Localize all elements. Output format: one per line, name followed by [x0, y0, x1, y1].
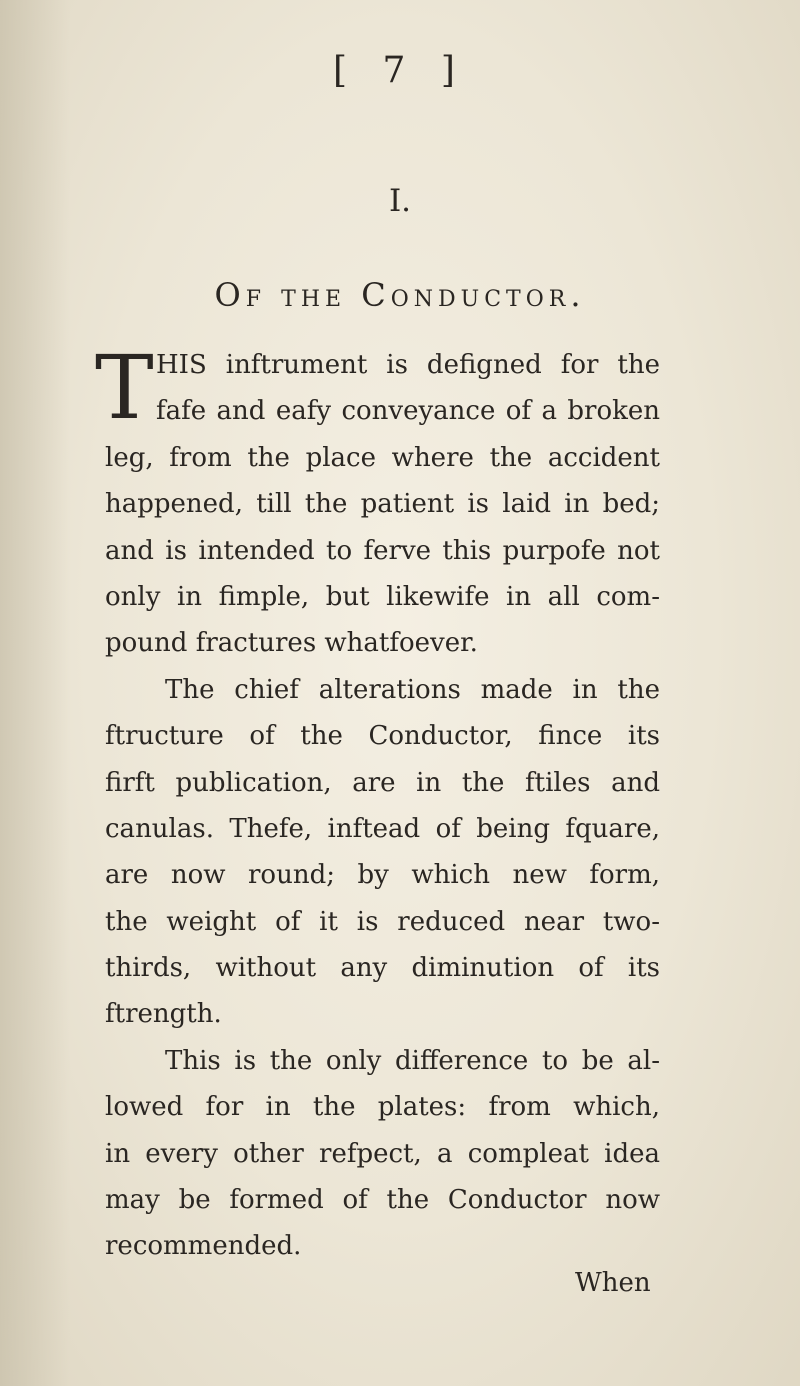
catchword: When: [575, 1268, 651, 1298]
text-line: are now round; by which new form,: [105, 860, 660, 891]
text-line: thirds, without any diminution of its: [105, 953, 660, 984]
section-title: Of the Conductor.: [214, 276, 586, 314]
text-line: leg, from the place where the accident: [105, 442, 660, 473]
text-line: the weight of it is reduced near two-: [105, 906, 660, 937]
text-line: This is the only difference to be al-: [165, 1045, 660, 1076]
drop-cap: T: [95, 336, 154, 439]
text-line: ftructure of the Conductor, fince its: [105, 721, 660, 752]
text-line: happened, till the patient is laid in bed;: [105, 489, 660, 520]
text-line: HIS inftrument is defigned for the: [156, 350, 660, 380]
text-line: canulas. Thefe, inftead of being fquare,: [105, 813, 660, 844]
text-line: pound fractures whatfoever.: [105, 628, 478, 659]
body-text: [95, 336, 660, 1270]
text-line: only in fimple, but likewife in all com-: [105, 581, 660, 612]
text-line: lowed for in the plates: from which,: [105, 1092, 660, 1123]
text-line: firft publication, are in the ftiles and: [105, 767, 660, 798]
text-line: in every other refpect, a compleat idea: [105, 1138, 660, 1169]
text-line: and is intended to ferve this purpofe not: [105, 535, 660, 566]
text-line: may be formed of the Conductor now: [105, 1185, 660, 1216]
text-line: ftrength.: [105, 999, 222, 1030]
page-number: [ 7 ]: [333, 50, 467, 91]
section-number: I.: [388, 183, 412, 219]
text-line: The chief alterations made in the: [165, 674, 660, 705]
text-line: recommended.: [105, 1231, 302, 1262]
text-line: fafe and eafy conveyance of a broken: [156, 396, 660, 427]
